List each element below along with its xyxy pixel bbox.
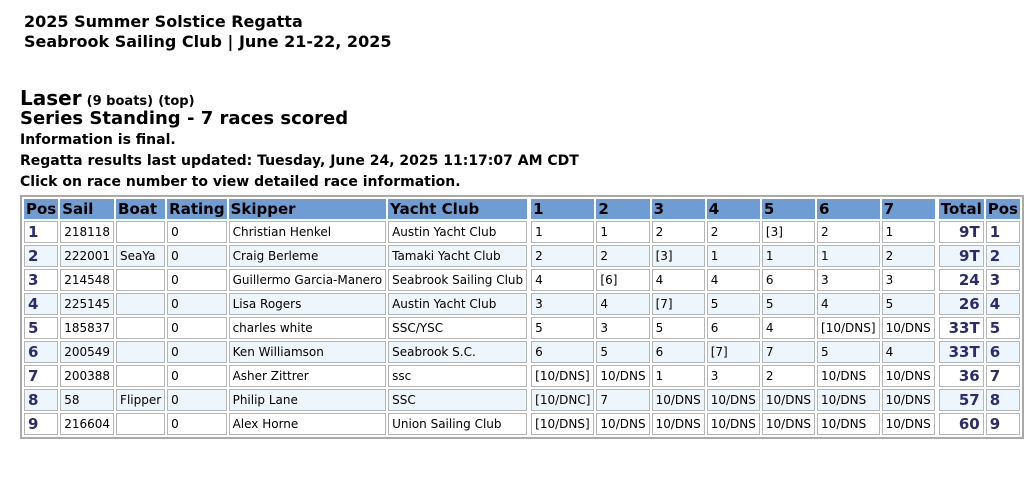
race-3-score: [7] bbox=[652, 293, 705, 315]
pos-cell: 6 bbox=[24, 341, 58, 363]
table-row bbox=[24, 293, 1020, 315]
skipper-cell: charles white bbox=[229, 317, 387, 339]
race-2-score: 5 bbox=[596, 341, 649, 363]
class-name: Laser bbox=[20, 86, 82, 110]
race-1-score: [10/DNS] bbox=[531, 413, 594, 435]
skipper-cell: Alex Horne bbox=[229, 413, 387, 435]
sail-cell: 214548 bbox=[60, 269, 114, 291]
race-4-score: [7] bbox=[707, 341, 760, 363]
boat-cell bbox=[116, 341, 165, 363]
total-cell: 24 bbox=[939, 269, 984, 291]
race-2-score: 1 bbox=[596, 221, 649, 243]
race-5-score: 10/DNS bbox=[762, 389, 815, 411]
sail-cell: 222001 bbox=[60, 245, 114, 267]
race-7-score: 5 bbox=[882, 293, 935, 315]
race-2-score: 3 bbox=[596, 317, 649, 339]
boat-cell bbox=[116, 317, 165, 339]
race-1-link[interactable]: 1 bbox=[531, 199, 594, 219]
race-5-score: 5 bbox=[762, 293, 815, 315]
race-7-score: 10/DNS bbox=[882, 365, 935, 387]
race-1-score: [10/DNC] bbox=[531, 389, 594, 411]
race-7-link[interactable]: 7 bbox=[882, 199, 935, 219]
col-yacht-club: Yacht Club bbox=[388, 199, 527, 219]
boat-cell bbox=[116, 221, 165, 243]
race-4-score: 10/DNS bbox=[707, 413, 760, 435]
table-row bbox=[24, 245, 1020, 267]
race-3-score: 5 bbox=[652, 317, 705, 339]
pos-right-cell: 3 bbox=[986, 269, 1020, 291]
race-3-score: 6 bbox=[652, 341, 705, 363]
yacht-club-cell: ssc bbox=[388, 365, 527, 387]
pos-right-cell: 9 bbox=[986, 413, 1020, 435]
pos-cell: 3 bbox=[24, 269, 58, 291]
race-3-score: 10/DNS bbox=[652, 413, 705, 435]
race-4-score: 6 bbox=[707, 317, 760, 339]
rating-cell: 0 bbox=[167, 245, 226, 267]
yacht-club-cell: Austin Yacht Club bbox=[388, 293, 527, 315]
pos-right-cell: 2 bbox=[986, 245, 1020, 267]
top-link[interactable]: (top) bbox=[158, 94, 195, 109]
col-total: Total bbox=[940, 200, 982, 218]
yacht-club-cell: Tamaki Yacht Club bbox=[388, 245, 527, 267]
final-notice: Information is final. bbox=[20, 132, 176, 148]
pos-right-cell: 6 bbox=[986, 341, 1020, 363]
race-4-score: 3 bbox=[707, 365, 760, 387]
race-4-score: 10/DNS bbox=[707, 389, 760, 411]
header-row bbox=[24, 199, 1020, 219]
race-1-score: 1 bbox=[531, 221, 594, 243]
pos-right-cell: 5 bbox=[986, 317, 1020, 339]
pos-cell: 2 bbox=[24, 245, 58, 267]
boat-cell: SeaYa bbox=[116, 245, 165, 267]
col-boat: Boat bbox=[116, 199, 165, 219]
sail-cell: 216604 bbox=[60, 413, 114, 435]
race-7-score: 3 bbox=[882, 269, 935, 291]
race-5-score: 10/DNS bbox=[762, 413, 815, 435]
skipper-cell: Asher Zittrer bbox=[229, 365, 387, 387]
col-rating: Rating bbox=[169, 200, 225, 218]
race-5-score: 1 bbox=[762, 245, 815, 267]
skipper-cell: Christian Henkel bbox=[229, 221, 387, 243]
race-6-link[interactable]: 6 bbox=[817, 199, 880, 219]
sail-cell: 58 bbox=[60, 389, 114, 411]
table-row bbox=[24, 221, 1020, 243]
race-6-score: 4 bbox=[817, 293, 880, 315]
pos-right-cell: 4 bbox=[986, 293, 1020, 315]
race-1-score: [10/DNS] bbox=[531, 365, 594, 387]
rating-cell: 0 bbox=[167, 389, 226, 411]
last-updated: Regatta results last updated: Tuesday, June 24, 2025 11:17:07 AM CDT bbox=[20, 153, 579, 169]
pos-cell: 8 bbox=[24, 389, 58, 411]
race-6-score: 10/DNS bbox=[817, 389, 880, 411]
yacht-club-cell: Union Sailing Club bbox=[388, 413, 527, 435]
race-5-score: 4 bbox=[762, 317, 815, 339]
total-cell: 33T bbox=[939, 341, 984, 363]
race-5-link[interactable]: 5 bbox=[762, 199, 815, 219]
race-2-score: 10/DNS bbox=[596, 365, 649, 387]
race-4-score: 2 bbox=[707, 221, 760, 243]
race-4-score: 1 bbox=[707, 245, 760, 267]
table-row bbox=[24, 341, 1020, 363]
boat-count: (9 boats) bbox=[86, 94, 154, 109]
boat-cell bbox=[116, 413, 165, 435]
skipper-cell: Craig Berleme bbox=[229, 245, 387, 267]
rating-cell: 0 bbox=[167, 413, 226, 435]
results-table bbox=[20, 195, 1024, 439]
col-sail: Sail bbox=[60, 199, 114, 219]
pos-cell: 1 bbox=[24, 221, 58, 243]
class-heading bbox=[20, 86, 195, 110]
race-6-score: [10/DNS] bbox=[817, 317, 880, 339]
race-6-score: 3 bbox=[817, 269, 880, 291]
boat-cell: Flipper bbox=[116, 389, 165, 411]
race-5-score: 2 bbox=[762, 365, 815, 387]
rating-cell: 0 bbox=[167, 293, 226, 315]
sail-cell: 185837 bbox=[60, 317, 114, 339]
col-skipper: Skipper bbox=[229, 199, 387, 219]
race-2-score: 2 bbox=[596, 245, 649, 267]
race-3-score: 1 bbox=[652, 365, 705, 387]
total-cell: 9T bbox=[939, 245, 984, 267]
table-row bbox=[24, 269, 1020, 291]
click-hint: Click on race number to view detailed race information. bbox=[20, 174, 461, 190]
regatta-title: 2025 Summer Solstice Regatta bbox=[24, 12, 303, 31]
boat-cell bbox=[116, 269, 165, 291]
race-2-score: 10/DNS bbox=[596, 413, 649, 435]
race-1-score: 2 bbox=[531, 245, 594, 267]
rating-cell: 0 bbox=[167, 341, 226, 363]
yacht-club-cell: SSC bbox=[388, 389, 527, 411]
boat-cell bbox=[116, 365, 165, 387]
race-6-score: 10/DNS bbox=[817, 413, 880, 435]
table-row bbox=[24, 317, 1020, 339]
skipper-cell: Guillermo Garcia-Manero bbox=[229, 269, 387, 291]
race-7-score: 10/DNS bbox=[882, 389, 935, 411]
pos-right-cell: 8 bbox=[986, 389, 1020, 411]
pos-cell: 4 bbox=[24, 293, 58, 315]
pos-cell: 9 bbox=[24, 413, 58, 435]
total-cell: 9T bbox=[939, 221, 984, 243]
race-7-score: 4 bbox=[882, 341, 935, 363]
race-2-link[interactable]: 2 bbox=[596, 199, 649, 219]
race-1-score: 5 bbox=[531, 317, 594, 339]
pos-cell: 7 bbox=[24, 365, 58, 387]
race-1-score: 4 bbox=[531, 269, 594, 291]
sail-cell: 218118 bbox=[60, 221, 114, 243]
regatta-header bbox=[24, 12, 391, 52]
yacht-club-cell: Seabrook S.C. bbox=[388, 341, 527, 363]
boat-cell bbox=[116, 293, 165, 315]
race-4-score: 5 bbox=[707, 293, 760, 315]
col-pos-right: Pos bbox=[986, 199, 1020, 219]
race-6-score: 5 bbox=[817, 341, 880, 363]
race-7-score: 1 bbox=[882, 221, 935, 243]
race-6-score: 2 bbox=[817, 221, 880, 243]
race-3-score: 10/DNS bbox=[652, 389, 705, 411]
race-3-score: 2 bbox=[652, 221, 705, 243]
race-4-link[interactable]: 4 bbox=[707, 199, 760, 219]
race-5-score: [3] bbox=[762, 221, 815, 243]
rating-cell: 0 bbox=[167, 269, 226, 291]
total-cell: 26 bbox=[939, 293, 984, 315]
race-3-score: [3] bbox=[652, 245, 705, 267]
race-1-score: 6 bbox=[531, 341, 594, 363]
pos-cell: 5 bbox=[24, 317, 58, 339]
sail-cell: 200549 bbox=[60, 341, 114, 363]
race-7-score: 2 bbox=[882, 245, 935, 267]
rating-cell: 0 bbox=[167, 317, 226, 339]
skipper-cell: Philip Lane bbox=[229, 389, 387, 411]
total-cell: 57 bbox=[939, 389, 984, 411]
series-standing: Series Standing - 7 races scored bbox=[20, 108, 349, 129]
race-5-score: 6 bbox=[762, 269, 815, 291]
yacht-club-cell: SSC/YSC bbox=[388, 317, 527, 339]
total-cell: 36 bbox=[939, 365, 984, 387]
skipper-cell: Ken Williamson bbox=[229, 341, 387, 363]
total-cell: 33T bbox=[939, 317, 984, 339]
yacht-club-cell: Austin Yacht Club bbox=[388, 221, 527, 243]
table-row bbox=[24, 389, 1020, 411]
race-7-score: 10/DNS bbox=[882, 413, 935, 435]
race-5-score: 7 bbox=[762, 341, 815, 363]
race-1-score: 3 bbox=[531, 293, 594, 315]
table-row bbox=[24, 413, 1020, 435]
race-2-score: 4 bbox=[596, 293, 649, 315]
pos-right-cell: 7 bbox=[986, 365, 1020, 387]
race-2-score: [6] bbox=[596, 269, 649, 291]
sail-cell: 225145 bbox=[60, 293, 114, 315]
race-2-score: 7 bbox=[596, 389, 649, 411]
club-date: Seabrook Sailing Club | June 21-22, 2025 bbox=[24, 32, 392, 51]
race-3-score: 4 bbox=[652, 269, 705, 291]
total-cell: 60 bbox=[939, 413, 984, 435]
yacht-club-cell: Seabrook Sailing Club bbox=[388, 269, 527, 291]
table-row bbox=[24, 365, 1020, 387]
col-pos: Pos bbox=[26, 200, 57, 218]
skipper-cell: Lisa Rogers bbox=[229, 293, 387, 315]
race-6-score: 1 bbox=[817, 245, 880, 267]
pos-right-cell: 1 bbox=[986, 221, 1020, 243]
rating-cell: 0 bbox=[167, 365, 226, 387]
race-3-link[interactable]: 3 bbox=[652, 199, 705, 219]
rating-cell: 0 bbox=[167, 221, 226, 243]
sail-cell: 200388 bbox=[60, 365, 114, 387]
race-7-score: 10/DNS bbox=[882, 317, 935, 339]
race-4-score: 4 bbox=[707, 269, 760, 291]
race-6-score: 10/DNS bbox=[817, 365, 880, 387]
